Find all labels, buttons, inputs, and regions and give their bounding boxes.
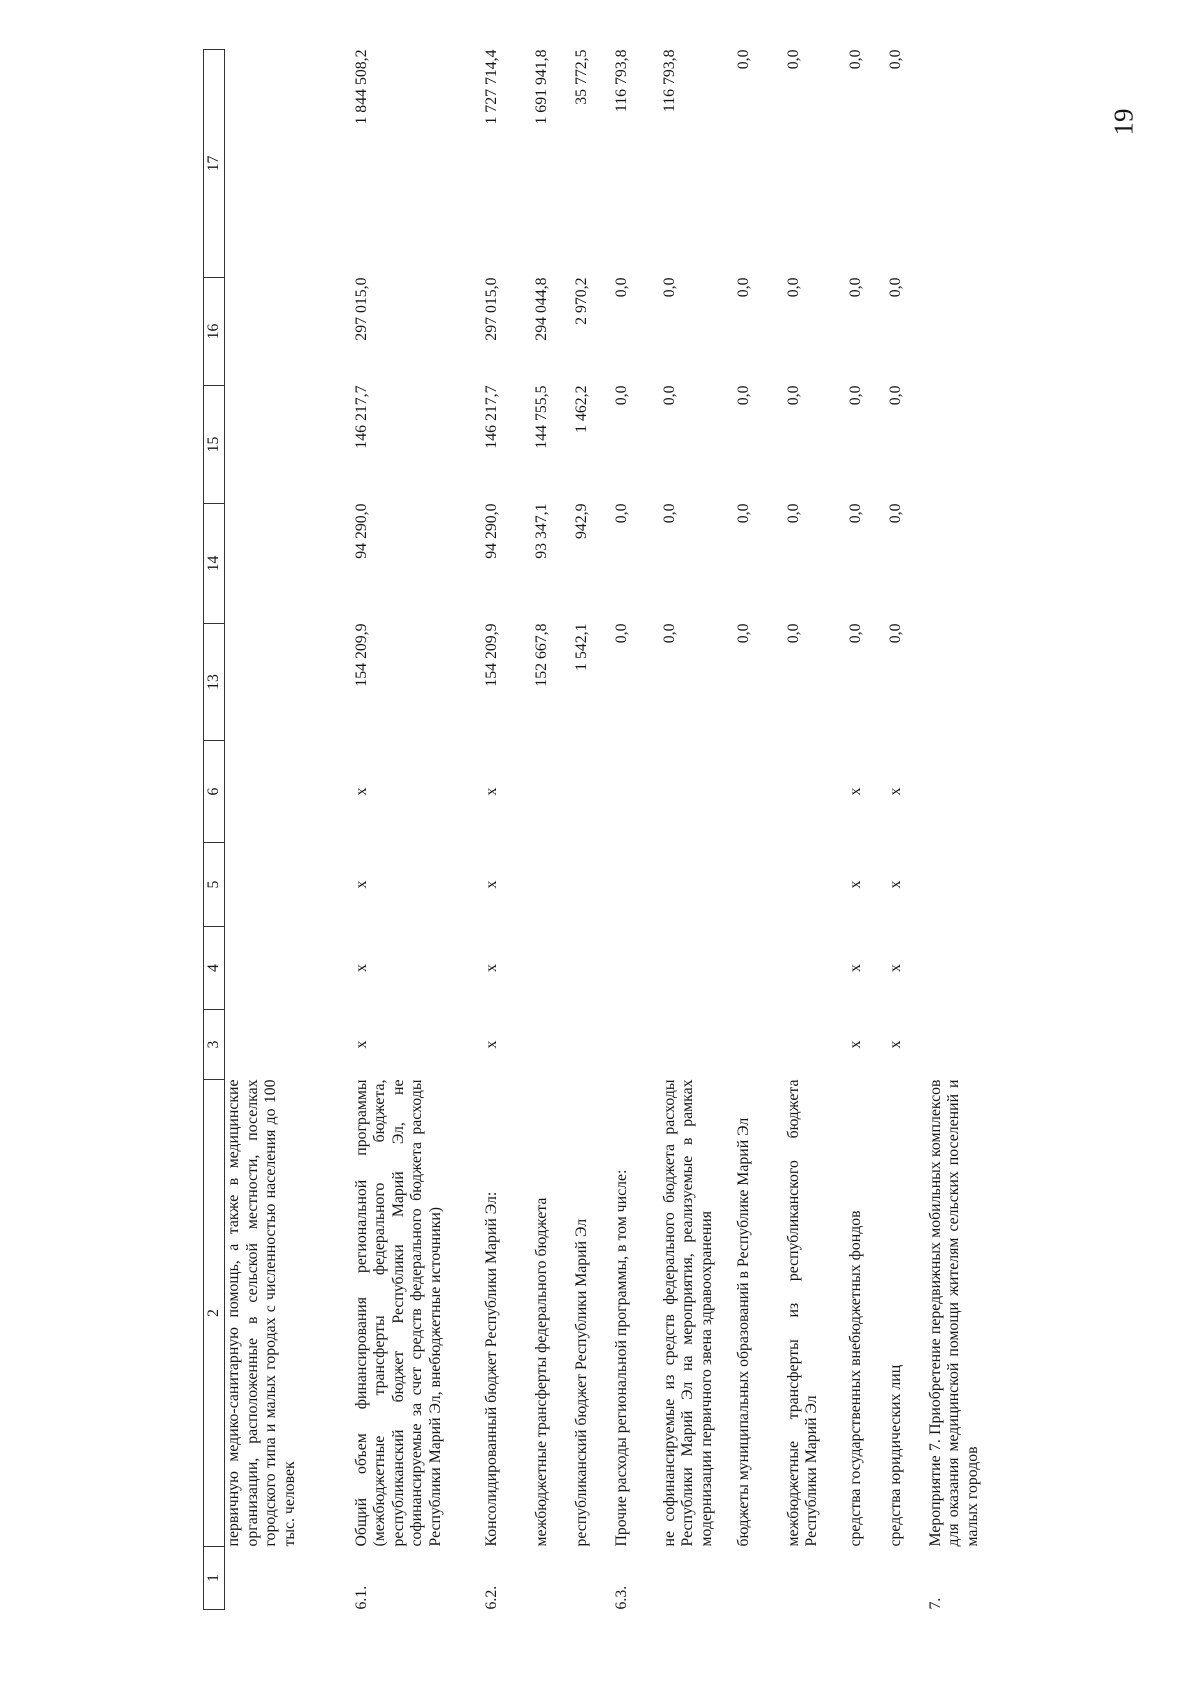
col-6-cell [735,741,785,843]
col-4-cell: x [886,964,904,972]
table-row [483,50,533,1610]
col-17-value: 1 691 941,8 [532,49,550,125]
col-6-cell [785,741,847,843]
col-3-cell: x [352,1040,370,1049]
row-number: 6.2. [482,1585,500,1610]
row-description: Мероприятие 7. Приобретение передвижных мобильных комплексов для оказания медицинской помощи жителям сельских поселений и малых городов [926,1079,981,1547]
col-4-cell [613,927,661,1010]
table-row [735,50,785,1610]
row-number [785,1547,847,1610]
col-4-cell [661,927,735,1010]
col-3-cell [735,1010,785,1080]
row-number [847,1547,887,1610]
col-6-cell: x [886,787,904,796]
row-number [735,1547,785,1610]
col-14-value: 942,9 [572,503,590,540]
row-number [225,1547,353,1610]
header-cell: 5 [204,843,225,927]
col-4-cell: x [352,964,370,972]
row-description: средства юридических лиц [886,1364,904,1547]
col-16-value: 0,0 [784,277,802,298]
budget-table [203,49,1017,1610]
col-13-value: 0,0 [660,623,678,644]
col-3-cell [927,1010,1017,1080]
col-4-cell: x [846,964,864,972]
row-number [661,1547,735,1610]
row-description: межбюджетные трансферты из республиканского бюджета Республики Марий Эл [784,1079,821,1547]
col-14-value: 0,0 [886,503,904,524]
col-14-value: 94 290,0 [482,503,500,559]
col-3-cell [613,1010,661,1080]
row-description: межбюджетные трансферты федерального бюджета [532,1197,550,1547]
col-17-value: 116 793,8 [660,49,678,113]
col-5-cell [225,843,353,927]
row-number: 6.3. [612,1585,630,1610]
col-17-value: 0,0 [846,49,864,70]
col-3-cell [573,1010,613,1080]
table-row [533,50,573,1610]
table-row [661,50,735,1610]
col-13-value [927,624,1017,741]
col-15-value: 0,0 [612,385,630,406]
col-15-value: 0,0 [784,385,802,406]
header-cell: 4 [204,927,225,1010]
col-5-cell [613,843,661,927]
col-6-cell: x [846,787,864,796]
col-6-cell [573,741,613,843]
col-16-value [225,278,353,386]
col-15-value: 0,0 [846,385,864,406]
col-16-value: 297 015,0 [352,277,370,341]
col-17-value: 1 727 714,4 [482,49,500,125]
col-5-cell [661,843,735,927]
col-15-value: 144 755,5 [532,385,550,449]
row-description: Общий объем финансирования региональной программы (межбюджетные трансферты федерального бюджета, республиканский бюджет Республики Марий Эл, не софинансируемые за счет средств федерального бюджета расходы Республики Марий Эл, внебюджетные источники) [352,1079,444,1547]
col-3-cell [785,1010,847,1080]
col-5-cell [735,843,785,927]
row-description: Прочие расходы региональной программы, в том числе: [612,1169,630,1547]
col-5-cell: x [482,880,500,889]
col-16-value: 0,0 [886,277,904,298]
col-6-cell [613,741,661,843]
col-13-value: 0,0 [784,623,802,644]
col-3-cell: x [886,1040,904,1049]
row-number [887,1547,927,1610]
col-6-cell [225,741,353,843]
header-cell: 17 [204,50,225,278]
col-14-value: 0,0 [734,503,752,524]
col-13-value: 154 209,9 [352,623,370,687]
col-13-value: 0,0 [612,623,630,644]
col-13-value: 152 667,8 [532,623,550,687]
col-15-value: 0,0 [886,385,904,406]
col-6-cell [927,741,1017,843]
row-number: 6.1. [352,1585,370,1610]
col-5-cell [573,843,613,927]
col-15-value [927,386,1017,504]
header-cell: 3 [204,1010,225,1080]
col-5-cell [927,843,1017,927]
col-5-cell [533,843,573,927]
col-15-value: 1 462,2 [572,385,590,433]
table-row [353,50,483,1610]
header-cell: 16 [204,278,225,386]
col-3-cell: x [482,1040,500,1049]
table-row [785,50,847,1610]
col-14-value: 93 347,1 [532,503,550,559]
col-16-value: 2 970,2 [572,277,590,325]
header-cell: 1 [204,1547,225,1610]
table-row [573,50,613,1610]
col-14-value: 0,0 [612,503,630,524]
header-cell: 6 [204,741,225,843]
header-cell: 13 [204,624,225,741]
col-16-value: 0,0 [734,277,752,298]
header-cell: 2 [204,1080,225,1547]
header-row [204,50,225,1610]
col-14-value [225,504,353,624]
table-row [613,50,661,1610]
col-4-cell [225,927,353,1010]
col-17-value: 0,0 [734,49,752,70]
row-description: бюджеты муниципальных образований в Республике Марий Эл [734,1117,752,1547]
col-13-value: 0,0 [846,623,864,644]
col-14-value: 0,0 [784,503,802,524]
col-17-value: 35 772,5 [572,49,590,105]
col-13-value [225,624,353,741]
col-15-value: 0,0 [660,385,678,406]
page-number: 19 [1108,108,1139,136]
col-5-cell [785,843,847,927]
col-14-value: 0,0 [660,503,678,524]
col-4-cell: x [482,964,500,972]
table-row [927,50,1017,1610]
col-13-value: 0,0 [734,623,752,644]
row-number [573,1547,613,1610]
col-16-value: 297 015,0 [482,277,500,341]
col-15-value [225,386,353,504]
col-17-value [927,50,1017,278]
col-14-value: 94 290,0 [352,503,370,559]
col-15-value: 146 217,7 [482,385,500,449]
col-3-cell: x [846,1040,864,1049]
row-description: не софинансируемые из средств федерального бюджета расходы Республики Марий Эл на мероприятия, реализуемые в рамках модернизации первичного звена здравоохранения [660,1079,715,1547]
row-number: 7. [926,1597,944,1610]
col-4-cell [927,927,1017,1010]
row-description: республиканский бюджет Республики Марий Эл [572,1218,590,1547]
col-13-value: 0,0 [886,623,904,644]
col-6-cell [533,741,573,843]
table-row [847,50,887,1610]
col-16-value: 294 044,8 [532,277,550,341]
col-17-value [225,50,353,278]
rotated-page [203,50,1038,1610]
header-cell: 15 [204,386,225,504]
table-row [887,50,927,1610]
col-6-cell: x [482,787,500,796]
col-13-value: 154 209,9 [482,623,500,687]
col-3-cell [661,1010,735,1080]
col-15-value: 146 217,7 [352,385,370,449]
col-6-cell: x [352,787,370,796]
row-description: первичную медико-санитарную помощь, а также в медицинские организации, расположенные в сельской местности, поселках городского типа и малых городах с численностью населения до 100 тыс. человек [225,1079,298,1547]
col-17-value: 116 793,8 [612,49,630,113]
row-description: Консолидированный бюджет Республики Марий Эл: [482,1191,500,1547]
col-17-value: 1 844 508,2 [352,49,370,125]
col-15-value: 0,0 [734,385,752,406]
col-13-value: 1 542,1 [572,623,590,671]
col-16-value: 0,0 [612,277,630,298]
col-3-cell [533,1010,573,1080]
header-cell: 14 [204,504,225,624]
col-4-cell [573,927,613,1010]
col-5-cell: x [352,880,370,889]
col-4-cell [785,927,847,1010]
col-16-value: 0,0 [846,277,864,298]
col-16-value [927,278,1017,386]
col-14-value: 0,0 [846,503,864,524]
col-16-value: 0,0 [660,277,678,298]
col-5-cell: x [846,880,864,889]
row-number [533,1547,573,1610]
col-4-cell [533,927,573,1010]
col-5-cell: x [886,880,904,889]
col-6-cell [661,741,735,843]
row-description: средства государственных внебюджетных фондов [846,1210,864,1547]
table-row [225,50,353,1610]
col-17-value: 0,0 [784,49,802,70]
col-17-value: 0,0 [886,49,904,70]
col-4-cell [735,927,785,1010]
col-14-value [927,504,1017,624]
col-3-cell [225,1010,353,1080]
